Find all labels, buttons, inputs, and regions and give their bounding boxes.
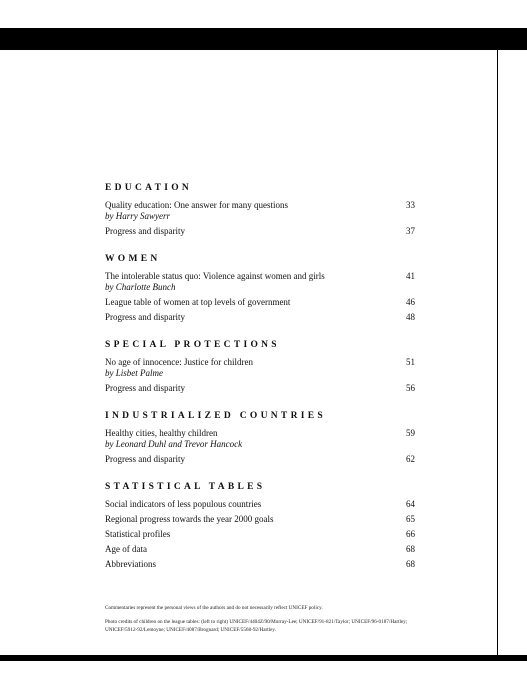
toc-entry bbox=[105, 514, 415, 525]
entry-text bbox=[105, 499, 261, 510]
entry-page-number: 46 bbox=[406, 297, 415, 307]
entry-page-number: 65 bbox=[406, 514, 415, 524]
entry-title: Statistical profiles bbox=[105, 529, 171, 539]
commentary-note: Commentaries represent the personal views of the authors and do not necessarily reflect UNICEF policy. bbox=[105, 605, 323, 611]
section-heading: EDUCATION bbox=[105, 183, 193, 193]
toc-entry bbox=[105, 529, 415, 540]
entry-text bbox=[105, 312, 185, 323]
entry-author: by Leonard Duhl and Trevor Hancock bbox=[105, 439, 243, 449]
entry-title: Social indicators of less populous countries bbox=[105, 499, 262, 509]
entry-page-number: 56 bbox=[406, 383, 415, 393]
entry-title: Progress and disparity bbox=[105, 383, 185, 393]
right-page-rule bbox=[497, 50, 498, 655]
entry-page-number: 33 bbox=[406, 200, 415, 210]
entry-text bbox=[105, 357, 253, 379]
entry-page-number: 59 bbox=[406, 428, 415, 438]
photo-credits-note: Photo credits of children on the league tables: (left to right) UNICEF/4404Z/90/Murray-Lee; UNICEF/91-821/Taylor; UNICEF/96-0187/Hartley; UNICEF/5912-92/Lemoyne; UNICEF/4087/Brognard; UNICEF/5568-92/Hartley. bbox=[105, 619, 408, 633]
toc-section bbox=[105, 481, 415, 570]
section-heading: STATISTICAL TABLES bbox=[105, 482, 266, 492]
entry-text bbox=[105, 428, 242, 450]
section-heading: SPECIAL PROTECTIONS bbox=[105, 340, 280, 350]
entry-title: Quality education: One answer for many questions bbox=[105, 200, 288, 210]
entry-text bbox=[105, 200, 288, 222]
bottom-black-bar bbox=[0, 655, 527, 661]
entry-text bbox=[105, 271, 325, 293]
footnotes bbox=[105, 604, 435, 640]
entry-author: by Harry Sawyerr bbox=[105, 211, 170, 221]
section-heading: INDUSTRIALIZED COUNTRIES bbox=[105, 411, 326, 421]
entry-author: by Lisbet Palme bbox=[105, 368, 163, 378]
entry-page-number: 48 bbox=[406, 312, 415, 322]
toc-entry bbox=[105, 454, 415, 465]
entry-title: No age of innocence: Justice for children bbox=[105, 357, 253, 367]
table-of-contents bbox=[105, 182, 415, 586]
entry-text bbox=[105, 559, 156, 570]
entry-title: The intolerable status quo: Violence against women and girls bbox=[105, 271, 325, 281]
entry-page-number: 68 bbox=[406, 559, 415, 569]
entry-author: by Charlotte Bunch bbox=[105, 282, 176, 292]
entry-text bbox=[105, 226, 185, 237]
entry-page-number: 37 bbox=[406, 226, 415, 236]
toc-entry bbox=[105, 312, 415, 323]
entry-title: Age of data bbox=[105, 544, 147, 554]
entry-text bbox=[105, 297, 290, 308]
entry-title: Progress and disparity bbox=[105, 312, 185, 322]
entry-title: Healthy cities, healthy children bbox=[105, 428, 218, 438]
entry-text bbox=[105, 383, 185, 394]
toc-entry bbox=[105, 200, 415, 222]
entry-title: Abbreviations bbox=[105, 559, 156, 569]
entry-page-number: 41 bbox=[406, 271, 415, 281]
toc-entry bbox=[105, 226, 415, 237]
toc-entry bbox=[105, 428, 415, 450]
entry-page-number: 62 bbox=[406, 454, 415, 464]
entry-text bbox=[105, 514, 273, 525]
entry-title: Progress and disparity bbox=[105, 226, 185, 236]
entry-page-number: 68 bbox=[406, 544, 415, 554]
toc-section bbox=[105, 253, 415, 323]
toc-entry bbox=[105, 271, 415, 293]
entry-page-number: 51 bbox=[406, 357, 415, 367]
entry-page-number: 66 bbox=[406, 529, 415, 539]
entry-title: Progress and disparity bbox=[105, 454, 185, 464]
toc-entry bbox=[105, 383, 415, 394]
entry-text bbox=[105, 544, 147, 555]
toc-section bbox=[105, 339, 415, 394]
entry-page-number: 64 bbox=[406, 499, 415, 509]
section-heading: WOMEN bbox=[105, 254, 161, 264]
top-black-bar bbox=[0, 28, 527, 50]
entry-text bbox=[105, 529, 170, 540]
toc-entry bbox=[105, 357, 415, 379]
entry-title: Regional progress towards the year 2000 goals bbox=[105, 514, 274, 524]
toc-entry bbox=[105, 499, 415, 510]
toc-section bbox=[105, 410, 415, 465]
toc-section bbox=[105, 182, 415, 237]
toc-entry bbox=[105, 297, 415, 308]
entry-title: League table of women at top levels of government bbox=[105, 297, 291, 307]
toc-entry bbox=[105, 559, 415, 570]
toc-entry bbox=[105, 544, 415, 555]
entry-text bbox=[105, 454, 185, 465]
